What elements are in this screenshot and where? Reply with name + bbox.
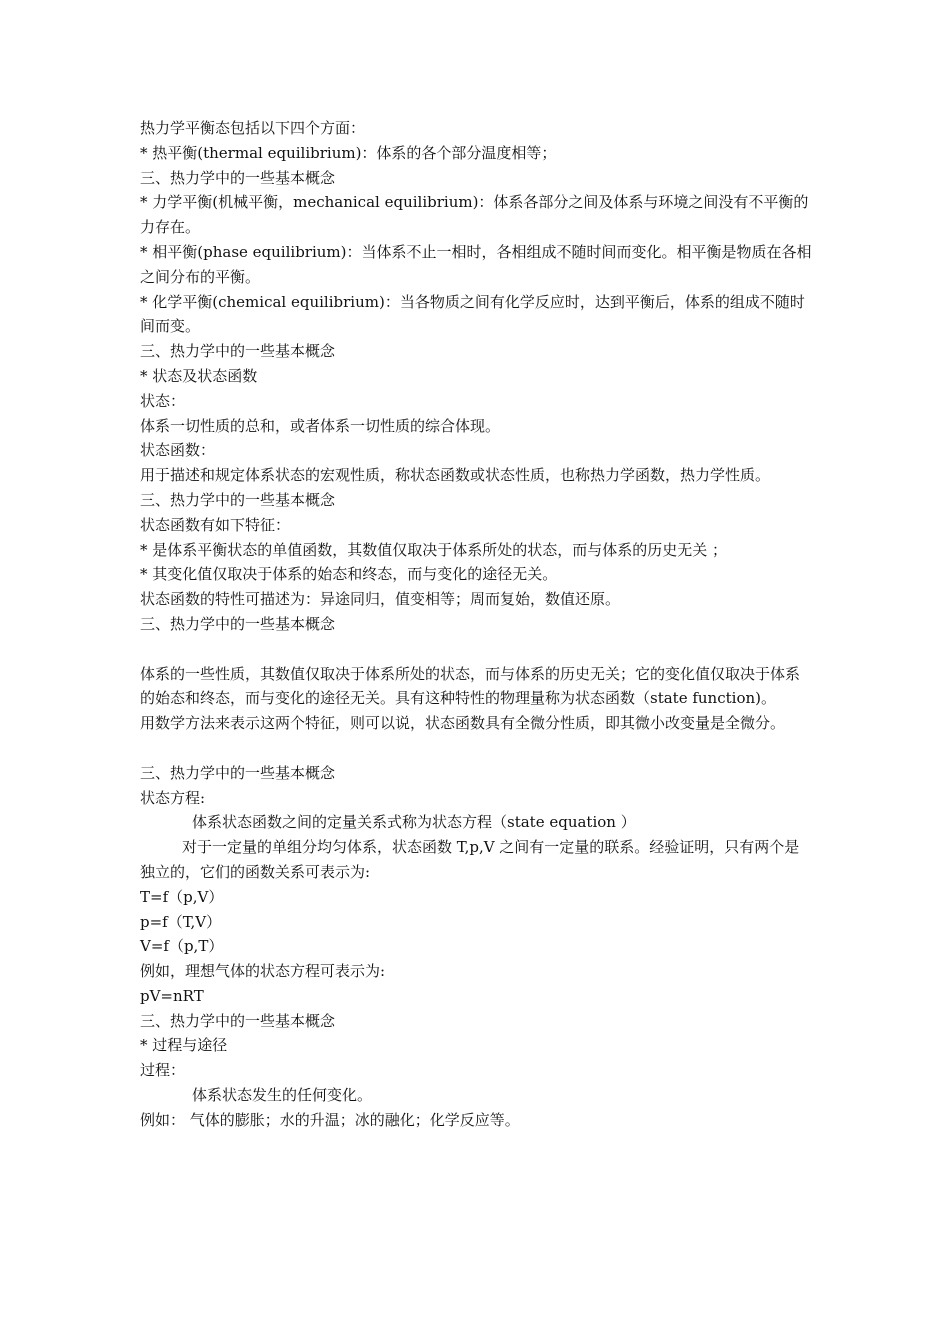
term-label: 状态函数： — [140, 441, 216, 460]
blank-line — [140, 736, 812, 761]
bullet-item: * 相平衡(phase equilibrium)：当体系不止一相时，各相组成不随时间而变化。相平衡是物质在各相之间分布的平衡。 — [140, 242, 812, 286]
text-line: 例如： 气体的膨胀；水的升温；冰的融化；化学反应等。 — [140, 1110, 520, 1129]
section-heading: 三、热力学中的一些基本概念 — [140, 763, 336, 782]
definition-text: 体系一切性质的总和，或者体系一切性质的综合体现。 — [140, 416, 501, 435]
formula: V=f（p,T） — [140, 937, 224, 956]
definition-text: 体系状态函数之间的定量关系式称为状态方程（state equation ） — [192, 813, 636, 832]
paragraph: 用数学方法来表示这两个特征，则可以说，状态函数具有全微分性质，即其微小改变量是全微分。 — [140, 714, 786, 733]
formula: pV=nRT — [140, 986, 204, 1005]
text-line: 例如，理想气体的状态方程可表示为: — [140, 962, 386, 981]
section-heading: 三、热力学中的一些基本概念 — [140, 168, 336, 187]
bullet-item: * 其变化值仅取决于体系的始态和终态，而与变化的途径无关。 — [140, 565, 558, 584]
bullet-item: * 是体系平衡状态的单值函数，其数值仅取决于体系所处的状态，而与体系的历史无关 ； — [140, 540, 728, 559]
definition-text: 用于描述和规定体系状态的宏观性质，称状态函数或状态性质，也称热力学函数，热力学性质。 — [140, 466, 771, 485]
paragraph: 体系的一些性质，其数值仅取决于体系所处的状态，而与体系的历史无关；它的变化值仅取决于体系的始态和终态，而与变化的途径无关。具有这种特性的物理量称为状态函数（state function)。 — [140, 664, 801, 708]
bullet-item: * 力学平衡(机械平衡，mechanical equilibrium)：体系各部分之间及体系与环境之间没有不平衡的力存在。 — [140, 193, 809, 237]
definition-text: 体系状态发生的任何变化。 — [192, 1086, 373, 1105]
document-body — [140, 116, 812, 1133]
term-label: 状态方程: — [140, 788, 206, 807]
blank-line — [140, 637, 812, 662]
bullet-item: * 过程与途径 — [140, 1036, 228, 1055]
paragraph: 对于一定量的单组分均匀体系，状态函数 T,p,V 之间有一定量的联系。经验证明，只有两个是独立的，它们的函数关系可表示为: — [140, 838, 800, 881]
formula: T=f（p,V） — [140, 887, 224, 906]
bullet-item: * 热平衡(thermal equilibrium)：体系的各个部分温度相等； — [140, 143, 557, 162]
term-label: 过程： — [140, 1061, 186, 1080]
section-heading: 三、热力学中的一些基本概念 — [140, 614, 336, 633]
section-heading: 三、热力学中的一些基本概念 — [140, 490, 336, 509]
formula: p=f（T,V） — [140, 912, 222, 931]
text-line: 热力学平衡态包括以下四个方面： — [140, 119, 366, 137]
text-line: 状态函数的特性可描述为：异途同归，值变相等；周而复始，数值还原。 — [140, 590, 621, 609]
bullet-item: * 化学平衡(chemical equilibrium)：当各物质之间有化学反应时，达到平衡后，体系的组成不随时间而变。 — [140, 292, 805, 336]
term-label: 状态： — [140, 391, 186, 410]
section-heading: 三、热力学中的一些基本概念 — [140, 1011, 336, 1030]
bullet-item: * 状态及状态函数 — [140, 366, 258, 385]
section-heading: 三、热力学中的一些基本概念 — [140, 342, 336, 361]
text-line: 状态函数有如下特征： — [140, 515, 291, 534]
